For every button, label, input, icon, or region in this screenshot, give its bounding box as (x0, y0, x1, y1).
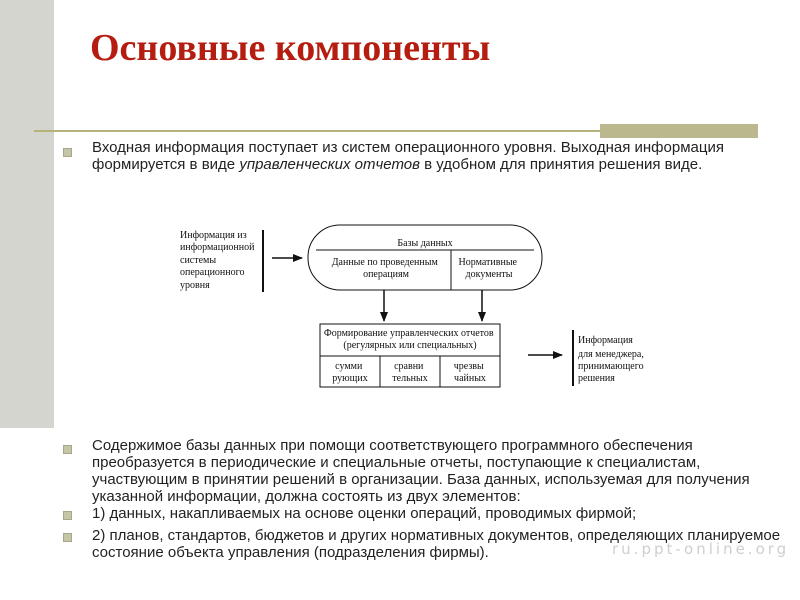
db-left-line: Данные по проведенным (331, 257, 438, 268)
report-cell-line: сумми (335, 361, 363, 372)
data-flow-diagram (170, 218, 690, 398)
db-right-line: Нормативные (458, 257, 517, 268)
db-right-line: документы (465, 269, 513, 280)
output-line: для менеджера, (578, 349, 644, 360)
paragraph-element-2: 2) планов, стандартов, бюджетов и других нормативных документов, определяющих планируемое состояние объекта управления (подразделения фирмы). (92, 527, 781, 561)
bullet-marker (63, 533, 72, 542)
report-title-line: Формирование управленческих отчетов (323, 328, 494, 339)
input-line: системы (180, 255, 217, 266)
report-cell-line: тельных (392, 373, 428, 384)
database-title: Базы данных (397, 238, 453, 249)
watermark: ru.ppt-online.org (612, 540, 790, 558)
report-generation-title (324, 328, 496, 351)
intro-text-end: в удобном для принятия решения виде. (419, 156, 703, 173)
output-line: Информация (578, 335, 633, 346)
input-line: информационной (180, 242, 255, 253)
divider-accent-block (600, 124, 758, 138)
paragraph-intro (92, 139, 772, 173)
intro-text-start: Входная информация поступает из систем операционного уровня. Выходная информация формируется в виде (92, 139, 724, 173)
report-type-emergency (454, 361, 486, 384)
report-type-summary (332, 361, 367, 384)
paragraph-element-1: 1) данных, накапливаемых на основе оценки операций, проводимых фирмой; (92, 505, 637, 522)
report-cell-line: чайных (454, 373, 486, 384)
manager-info-label (578, 335, 646, 384)
input-line: Информация из (180, 230, 247, 241)
database-normative-label (459, 257, 520, 280)
intro-emphasis: управленческих отчетов (239, 156, 420, 173)
report-type-comparative (392, 361, 427, 384)
bullet-marker (63, 148, 72, 157)
db-left-line: операциям (363, 269, 409, 280)
output-line: решения (578, 373, 615, 384)
report-cell-line: чрезвы (453, 361, 484, 372)
output-line: принимающего (578, 361, 644, 372)
input-line: уровня (180, 280, 210, 291)
report-title-line: (регулярных или специальных) (343, 340, 477, 351)
bullet-marker (63, 511, 72, 520)
input-line: операционного (180, 267, 245, 278)
slide-title: Основные компоненты (90, 27, 491, 69)
input-info-label (180, 230, 257, 291)
paragraph-database: Содержимое базы данных при помощи соответствующего программного обеспечения преобразуется в периодические и специальные отчеты, поступающие к специалистам, участвующим в принятии решений в организации. База данных, используемая для получения указанной информации, должна состоять из двух элементов: (92, 437, 750, 505)
report-cell-line: сравни (394, 361, 424, 372)
bullet-marker (63, 445, 72, 454)
side-decor-strip (0, 0, 54, 428)
report-cell-line: рующих (332, 373, 368, 384)
